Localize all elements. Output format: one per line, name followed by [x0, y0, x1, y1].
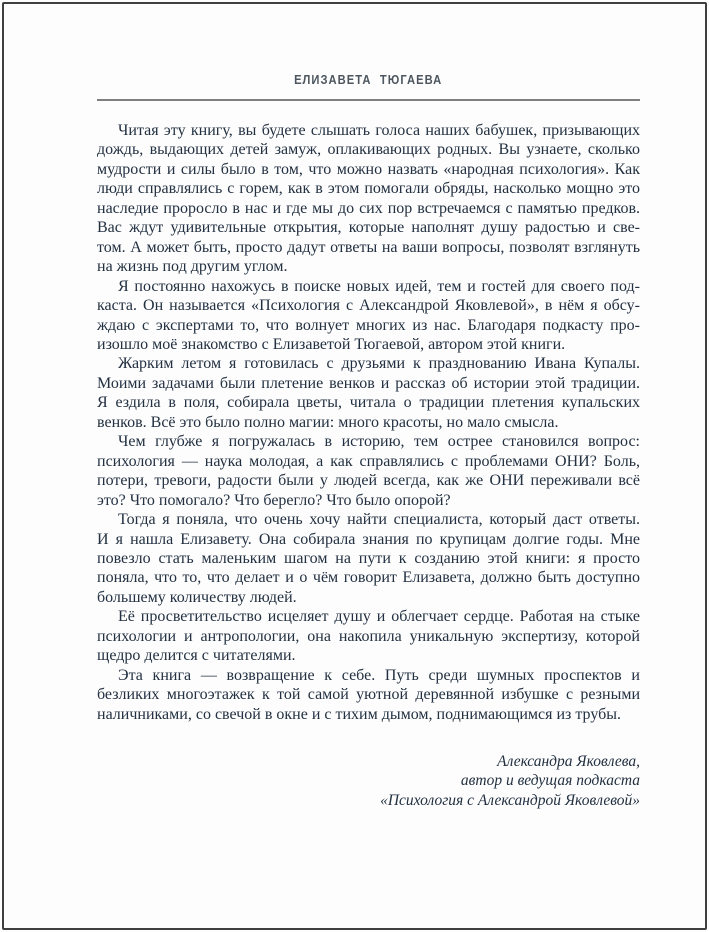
text-line: это? Что помогало? Что берегло? Что было опорой? [97, 491, 451, 509]
text-line: венков. Всё это было полно магии: много красоты, но мало смысла. [97, 413, 559, 431]
text-line: каста. Он называется «Психология с Александрой Яковлевой», в нём я обсу- [97, 297, 640, 315]
text-line: Читая эту книгу, вы будете слышать голоса наших бабушек, призывающих [118, 122, 640, 139]
header-rule [97, 99, 640, 101]
paragraph [97, 432, 640, 510]
text-line: Моими задачами были плетение венков и рассказ об истории этой традиции. [97, 374, 640, 392]
paragraph [97, 277, 640, 355]
paragraph [97, 510, 640, 607]
running-head [97, 72, 640, 87]
text-line: щедро делится с читателями. [97, 647, 296, 665]
text-line: мудрости и силы было в том, что можно назвать «народная психология». Как [97, 160, 640, 178]
signature-line: автор и ведущая подкаста [460, 772, 640, 790]
text-line: ждаю с экспертами то, что волнует многих из нас. Благодаря подкасту про- [97, 316, 640, 334]
text-line: Вас ждут удивительные открытия, которые наполнят душу радостью и све- [97, 219, 640, 237]
text-line: Жарким летом я готовилась с друзьями к празднованию Ивана Купалы. [118, 355, 640, 373]
text-line: наследие проросло в нас и где мы до сих пор встречаемся с памятью предков. [97, 199, 640, 217]
text-line: повезло стать маленьким шагом на пути к созданию этой книги: я просто [97, 549, 640, 567]
signature-line: Александра Яковлева, [497, 753, 640, 771]
text-line: психологии и антропологии, она накопила уникальную экспертизу, которой [97, 627, 640, 645]
paragraph [97, 666, 640, 724]
text-line: наличниками, со свечой в окне и с тихим дымом, поднимающимся из трубы. [97, 705, 621, 723]
text-line: Тогда я поняла, что очень хочу найти специалиста, который даст ответы. [118, 511, 640, 529]
text-line: потери, тревоги, радости были у людей всегда, как же ОНИ переживали всё [97, 472, 640, 490]
signature-line: «Психология с Александрой Яковлевой» [380, 791, 640, 809]
text-line: Чем глубже я погружалась в историю, тем острее становился вопрос: [118, 433, 640, 451]
text-line: Эта книга — возвращение к себе. Путь среди шумных проспектов и [118, 666, 640, 684]
text-line: Я ездила в поля, собирала цветы, читала о традиции плетения купальских [97, 394, 640, 412]
text-line: люди справлялись с горем, как в этом помогали обряды, насколько мощно это [97, 180, 640, 198]
body-text [97, 121, 640, 810]
text-line: на жизнь под другим углом. [97, 258, 288, 276]
text-line: И я нашла Елизавету. Она собирала знания по крупицам долгие годы. Мне [97, 530, 640, 548]
signature-block [97, 752, 640, 810]
text-line: дождь, выдающих детей замуж, оплакивающих родных. Вы узнаете, сколько [97, 141, 640, 159]
author-running-head: ЕЛИЗАВЕТА ТЮГАЕВА [294, 72, 443, 87]
text-line: изошло моё знакомство с Елизаветой Тюгаевой, автором этой книги. [97, 335, 566, 353]
text-line: Я постоянно нахожусь в поиске новых идей, тем и гостей для своего под- [118, 277, 640, 295]
paragraph [97, 354, 640, 432]
text-line: безликих многоэтажек к той самой уютной деревянной избушке с резными [97, 686, 640, 704]
text-line: психология — наука молодая, а как справлялись с проблемами ОНИ? Боль, [97, 452, 640, 470]
paragraph [97, 607, 640, 665]
text-line: Её просветительство исцеляет душу и облегчает сердце. Работая на стыке [118, 608, 640, 626]
text-line: большему количеству людей. [97, 588, 297, 606]
text-line: поняла, что то, что делает и о чём говорит Елизавета, должно быть доступно [97, 569, 640, 587]
paragraph [97, 121, 640, 277]
text-line: том. А может быть, просто дадут ответы на ваши вопросы, позволят взглянуть [97, 238, 640, 256]
